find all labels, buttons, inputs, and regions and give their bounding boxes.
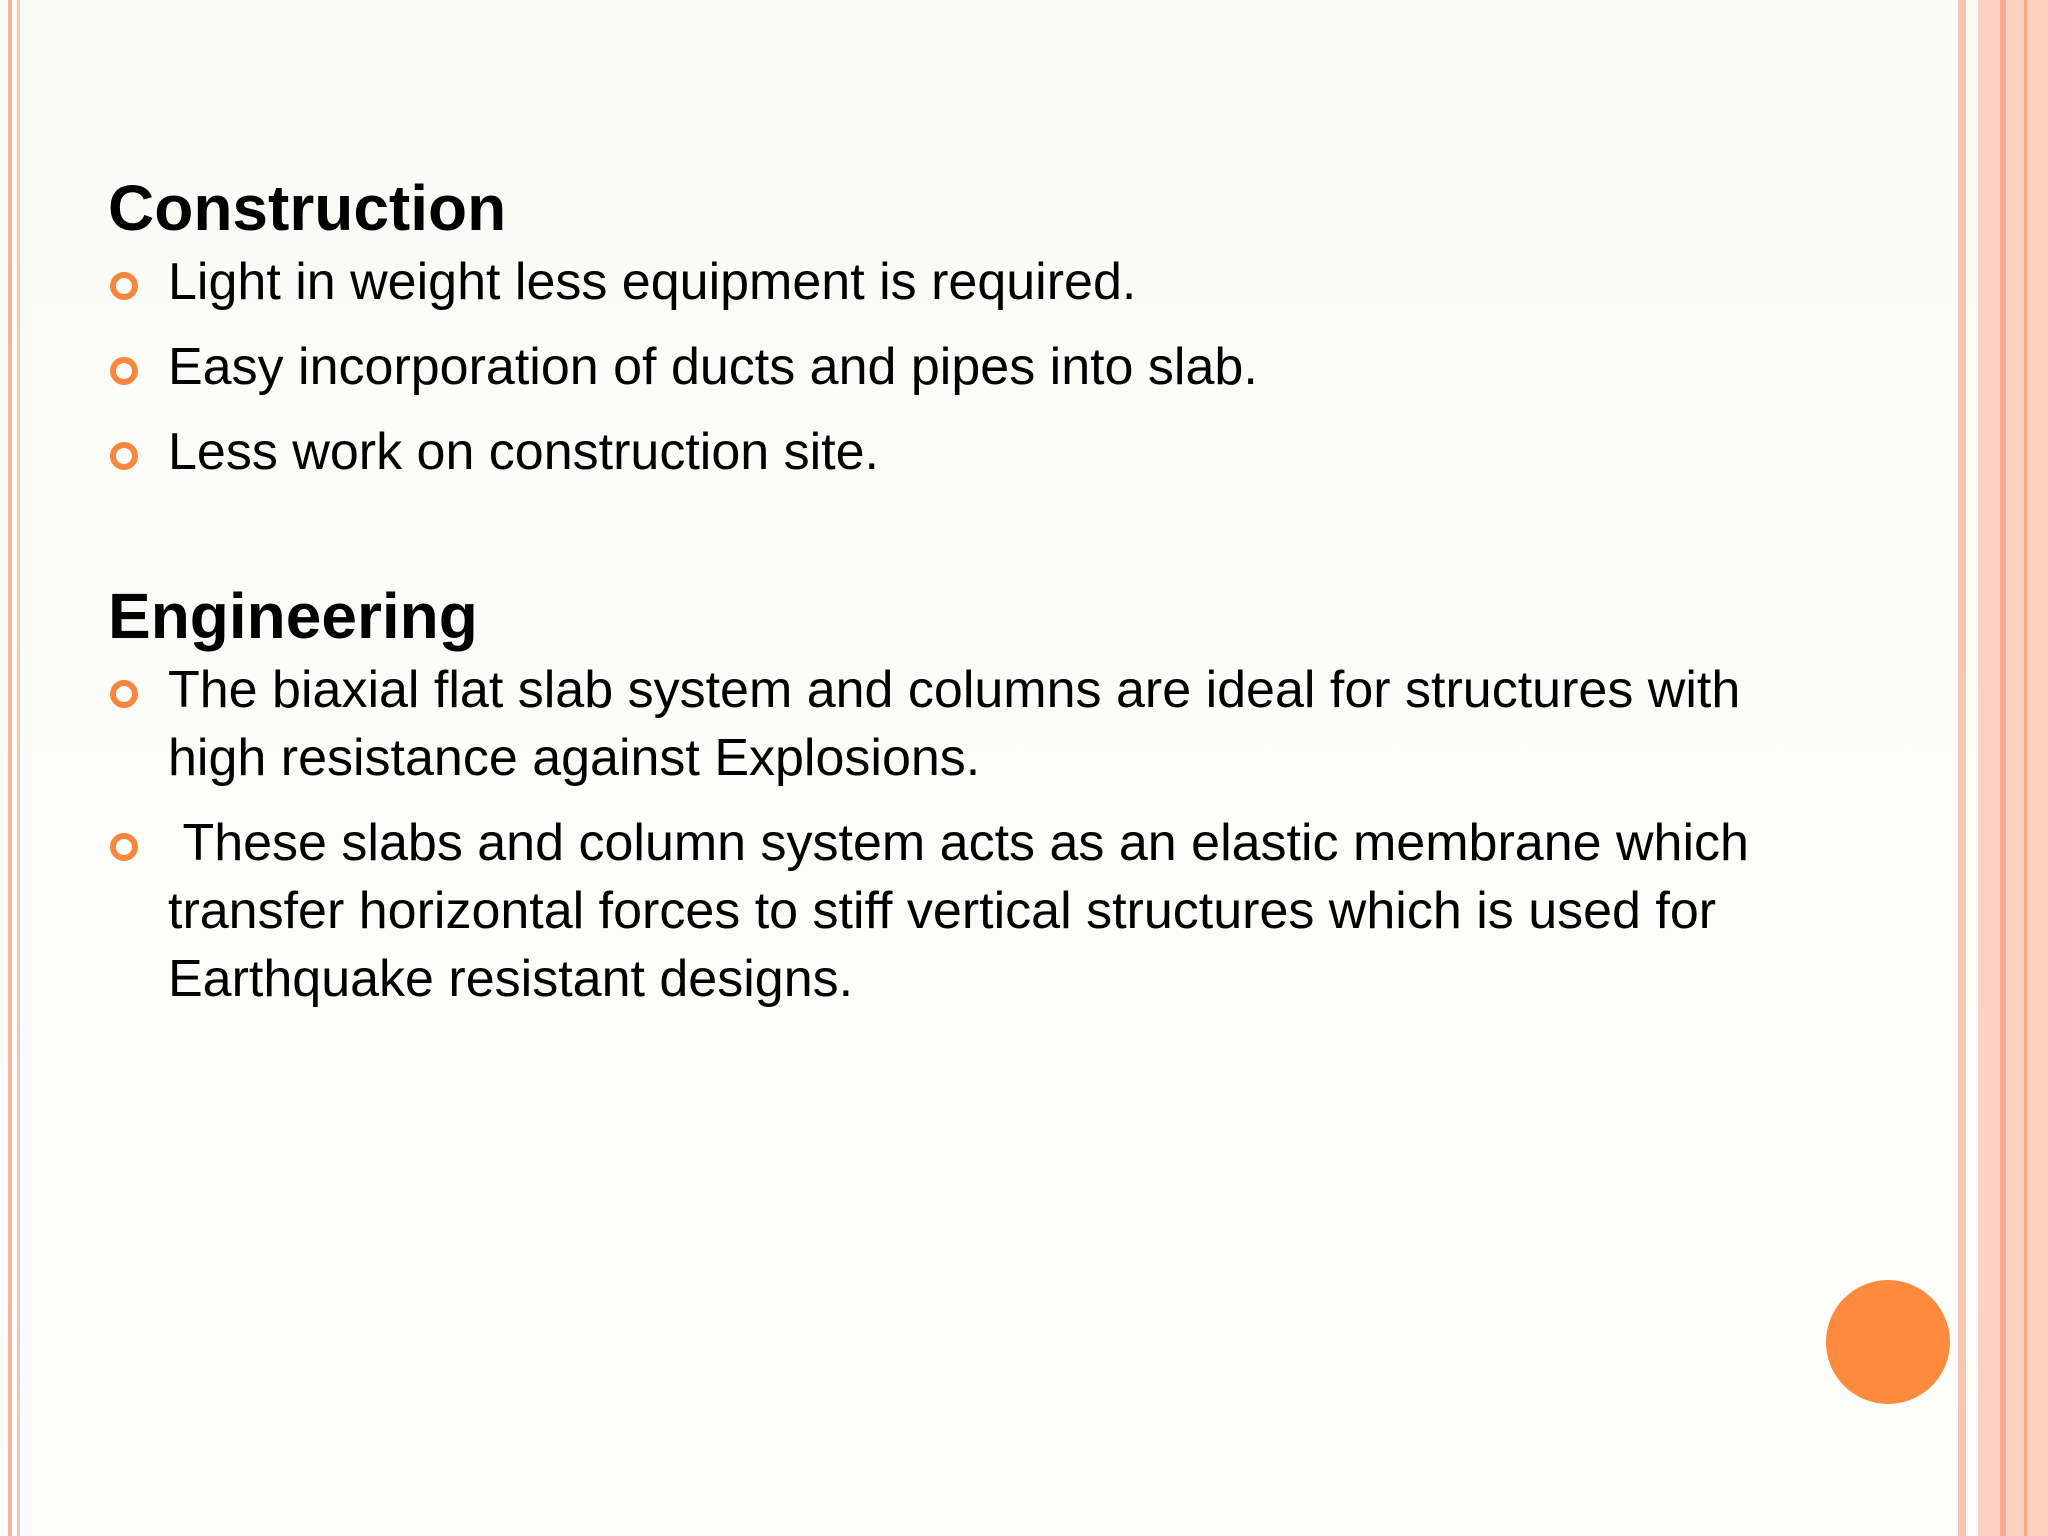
list-item: [108, 809, 1818, 1013]
bullet-ring-icon: [110, 442, 138, 470]
bullet-text: These slabs and column system acts as an elastic membrane which transfer horizontal forces to stiff vertical structures which is used for Earthquake resistant designs.: [168, 814, 1764, 1008]
section-heading: Construction: [108, 172, 507, 244]
bullet-list: [108, 248, 1808, 486]
bullet-text: Less work on construction site.: [168, 423, 879, 481]
section-engineering: [108, 576, 1808, 1013]
left-border-line: [8, 0, 12, 1536]
section-construction: [108, 168, 1808, 486]
bullet-text: The biaxial flat slab system and columns are ideal for structures with high resistance against Explosions.: [168, 661, 1741, 787]
left-border-line-inner: [17, 0, 20, 1536]
list-item: [108, 656, 1818, 792]
bullet-ring-icon: [110, 680, 138, 708]
bullet-text: Light in weight less equipment is required.: [168, 253, 1137, 311]
bullet-text: Easy incorporation of ducts and pipes into slab.: [168, 338, 1258, 396]
bullet-ring-icon: [110, 357, 138, 385]
right-border-stripe: [1958, 0, 1966, 1536]
list-item: [108, 418, 1808, 486]
list-item: [108, 248, 1808, 316]
right-border-stripe: [2006, 0, 2048, 1536]
bullet-list: [108, 656, 1808, 1013]
bullet-ring-icon: [110, 833, 138, 861]
right-border-stripe: [1978, 0, 2000, 1536]
list-item: [108, 333, 1808, 401]
bullet-ring-icon: [110, 272, 138, 300]
section-heading: Engineering: [108, 580, 478, 652]
decorative-orange-circle: [1826, 1280, 1950, 1404]
right-border-stripe: [2024, 0, 2027, 1536]
slide-content: [108, 168, 1808, 1030]
